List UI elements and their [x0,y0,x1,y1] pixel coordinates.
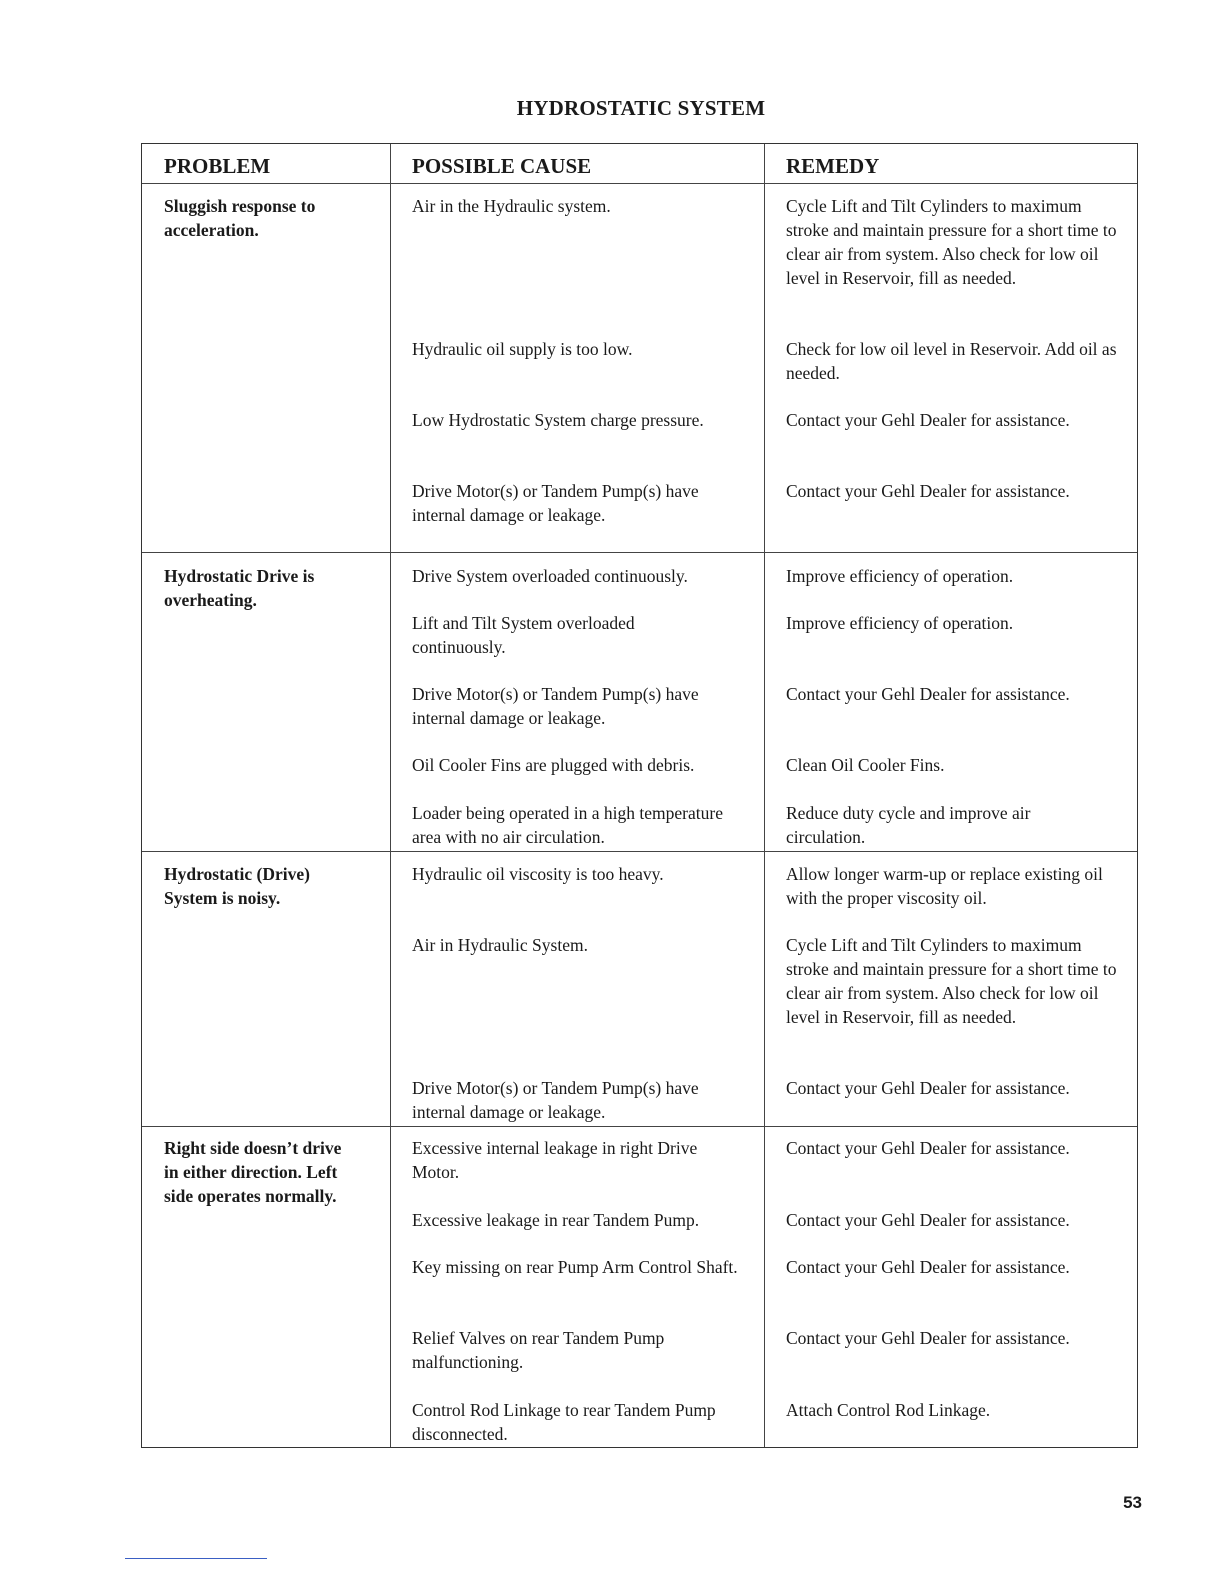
remedy-cell: Clean Oil Cooler Fins. [786,755,945,775]
footer-rule [125,1558,267,1559]
cause-cell: Drive Motor(s) or Tandem Pump(s) have internal damage or leakage. [412,1078,699,1122]
cause-cell: Hydraulic oil viscosity is too heavy. [412,864,664,884]
remedy-cell: Contact your Gehl Dealer for assistance. [786,1138,1070,1158]
section-divider [142,1126,1137,1127]
cause-cell: Control Rod Linkage to rear Tandem Pump disconnected. [412,1400,716,1444]
page-number: 53 [1123,1493,1142,1512]
remedy-cell: Check for low oil level in Reservoir. Add oil as needed. [786,339,1117,383]
cause-cell: Low Hydrostatic System charge pressure. [412,410,704,430]
cause-cell: Air in Hydraulic System. [412,935,588,955]
cause-cell: Loader being operated in a high temperature area with no air circulation. [412,803,723,847]
cause-cell: Key missing on rear Pump Arm Control Shaft. [412,1257,738,1277]
remedy-cell: Reduce duty cycle and improve air circulation. [786,803,1031,847]
problem-cell: Hydrostatic (Drive) System is noisy. [164,864,310,908]
cause-cell: Hydraulic oil supply is too low. [412,339,633,359]
remedy-cell: Contact your Gehl Dealer for assistance. [786,410,1070,430]
remedy-cell: Cycle Lift and Tilt Cylinders to maximum stroke and maintain pressure for a short time to clear air from system. Also check for low oil level in Reservoir, fill as needed. [786,196,1117,288]
section-divider [142,552,1137,553]
remedy-cell: Contact your Gehl Dealer for assistance. [786,481,1070,501]
problem-cell: Right side doesn’t drive in either direction. Left side operates normally. [164,1138,342,1206]
header-problem: PROBLEM [164,154,271,178]
remedy-cell: Attach Control Rod Linkage. [786,1400,991,1420]
remedy-cell: Improve efficiency of operation. [786,613,1014,633]
cause-cell: Relief Valves on rear Tandem Pump malfunctioning. [412,1328,665,1372]
remedy-cell: Contact your Gehl Dealer for assistance. [786,1078,1070,1098]
remedy-cell: Allow longer warm-up or replace existing oil with the proper viscosity oil. [786,864,1103,908]
column-divider [764,144,765,1447]
problem-cell: Hydrostatic Drive is overheating. [164,566,315,610]
header-divider [142,183,1137,184]
cause-cell: Air in the Hydraulic system. [412,196,611,216]
cause-cell: Drive Motor(s) or Tandem Pump(s) have internal damage or leakage. [412,481,699,525]
cause-cell: Drive Motor(s) or Tandem Pump(s) have internal damage or leakage. [412,684,699,728]
remedy-cell: Cycle Lift and Tilt Cylinders to maximum stroke and maintain pressure for a short time to clear air from system. Also check for low oil level in Reservoir, fill as needed. [786,935,1117,1027]
cause-cell: Excessive internal leakage in right Drive Motor. [412,1138,698,1182]
cause-cell: Excessive leakage in rear Tandem Pump. [412,1210,700,1230]
remedy-cell: Contact your Gehl Dealer for assistance. [786,1210,1070,1230]
remedy-cell: Contact your Gehl Dealer for assistance. [786,1328,1070,1348]
page-title: HYDROSTATIC SYSTEM [516,96,766,120]
column-divider [390,144,391,1447]
remedy-cell: Improve efficiency of operation. [786,566,1014,586]
cause-cell: Oil Cooler Fins are plugged with debris. [412,755,695,775]
troubleshooting-table [141,143,1138,1448]
remedy-cell: Contact your Gehl Dealer for assistance. [786,684,1070,704]
header-cause: POSSIBLE CAUSE [412,154,592,178]
section-divider [142,851,1137,852]
cause-cell: Lift and Tilt System overloaded continuously. [412,613,635,657]
cause-cell: Drive System overloaded continuously. [412,566,688,586]
problem-cell: Sluggish response to acceleration. [164,196,316,240]
remedy-cell: Contact your Gehl Dealer for assistance. [786,1257,1070,1277]
header-remedy: REMEDY [786,154,880,178]
